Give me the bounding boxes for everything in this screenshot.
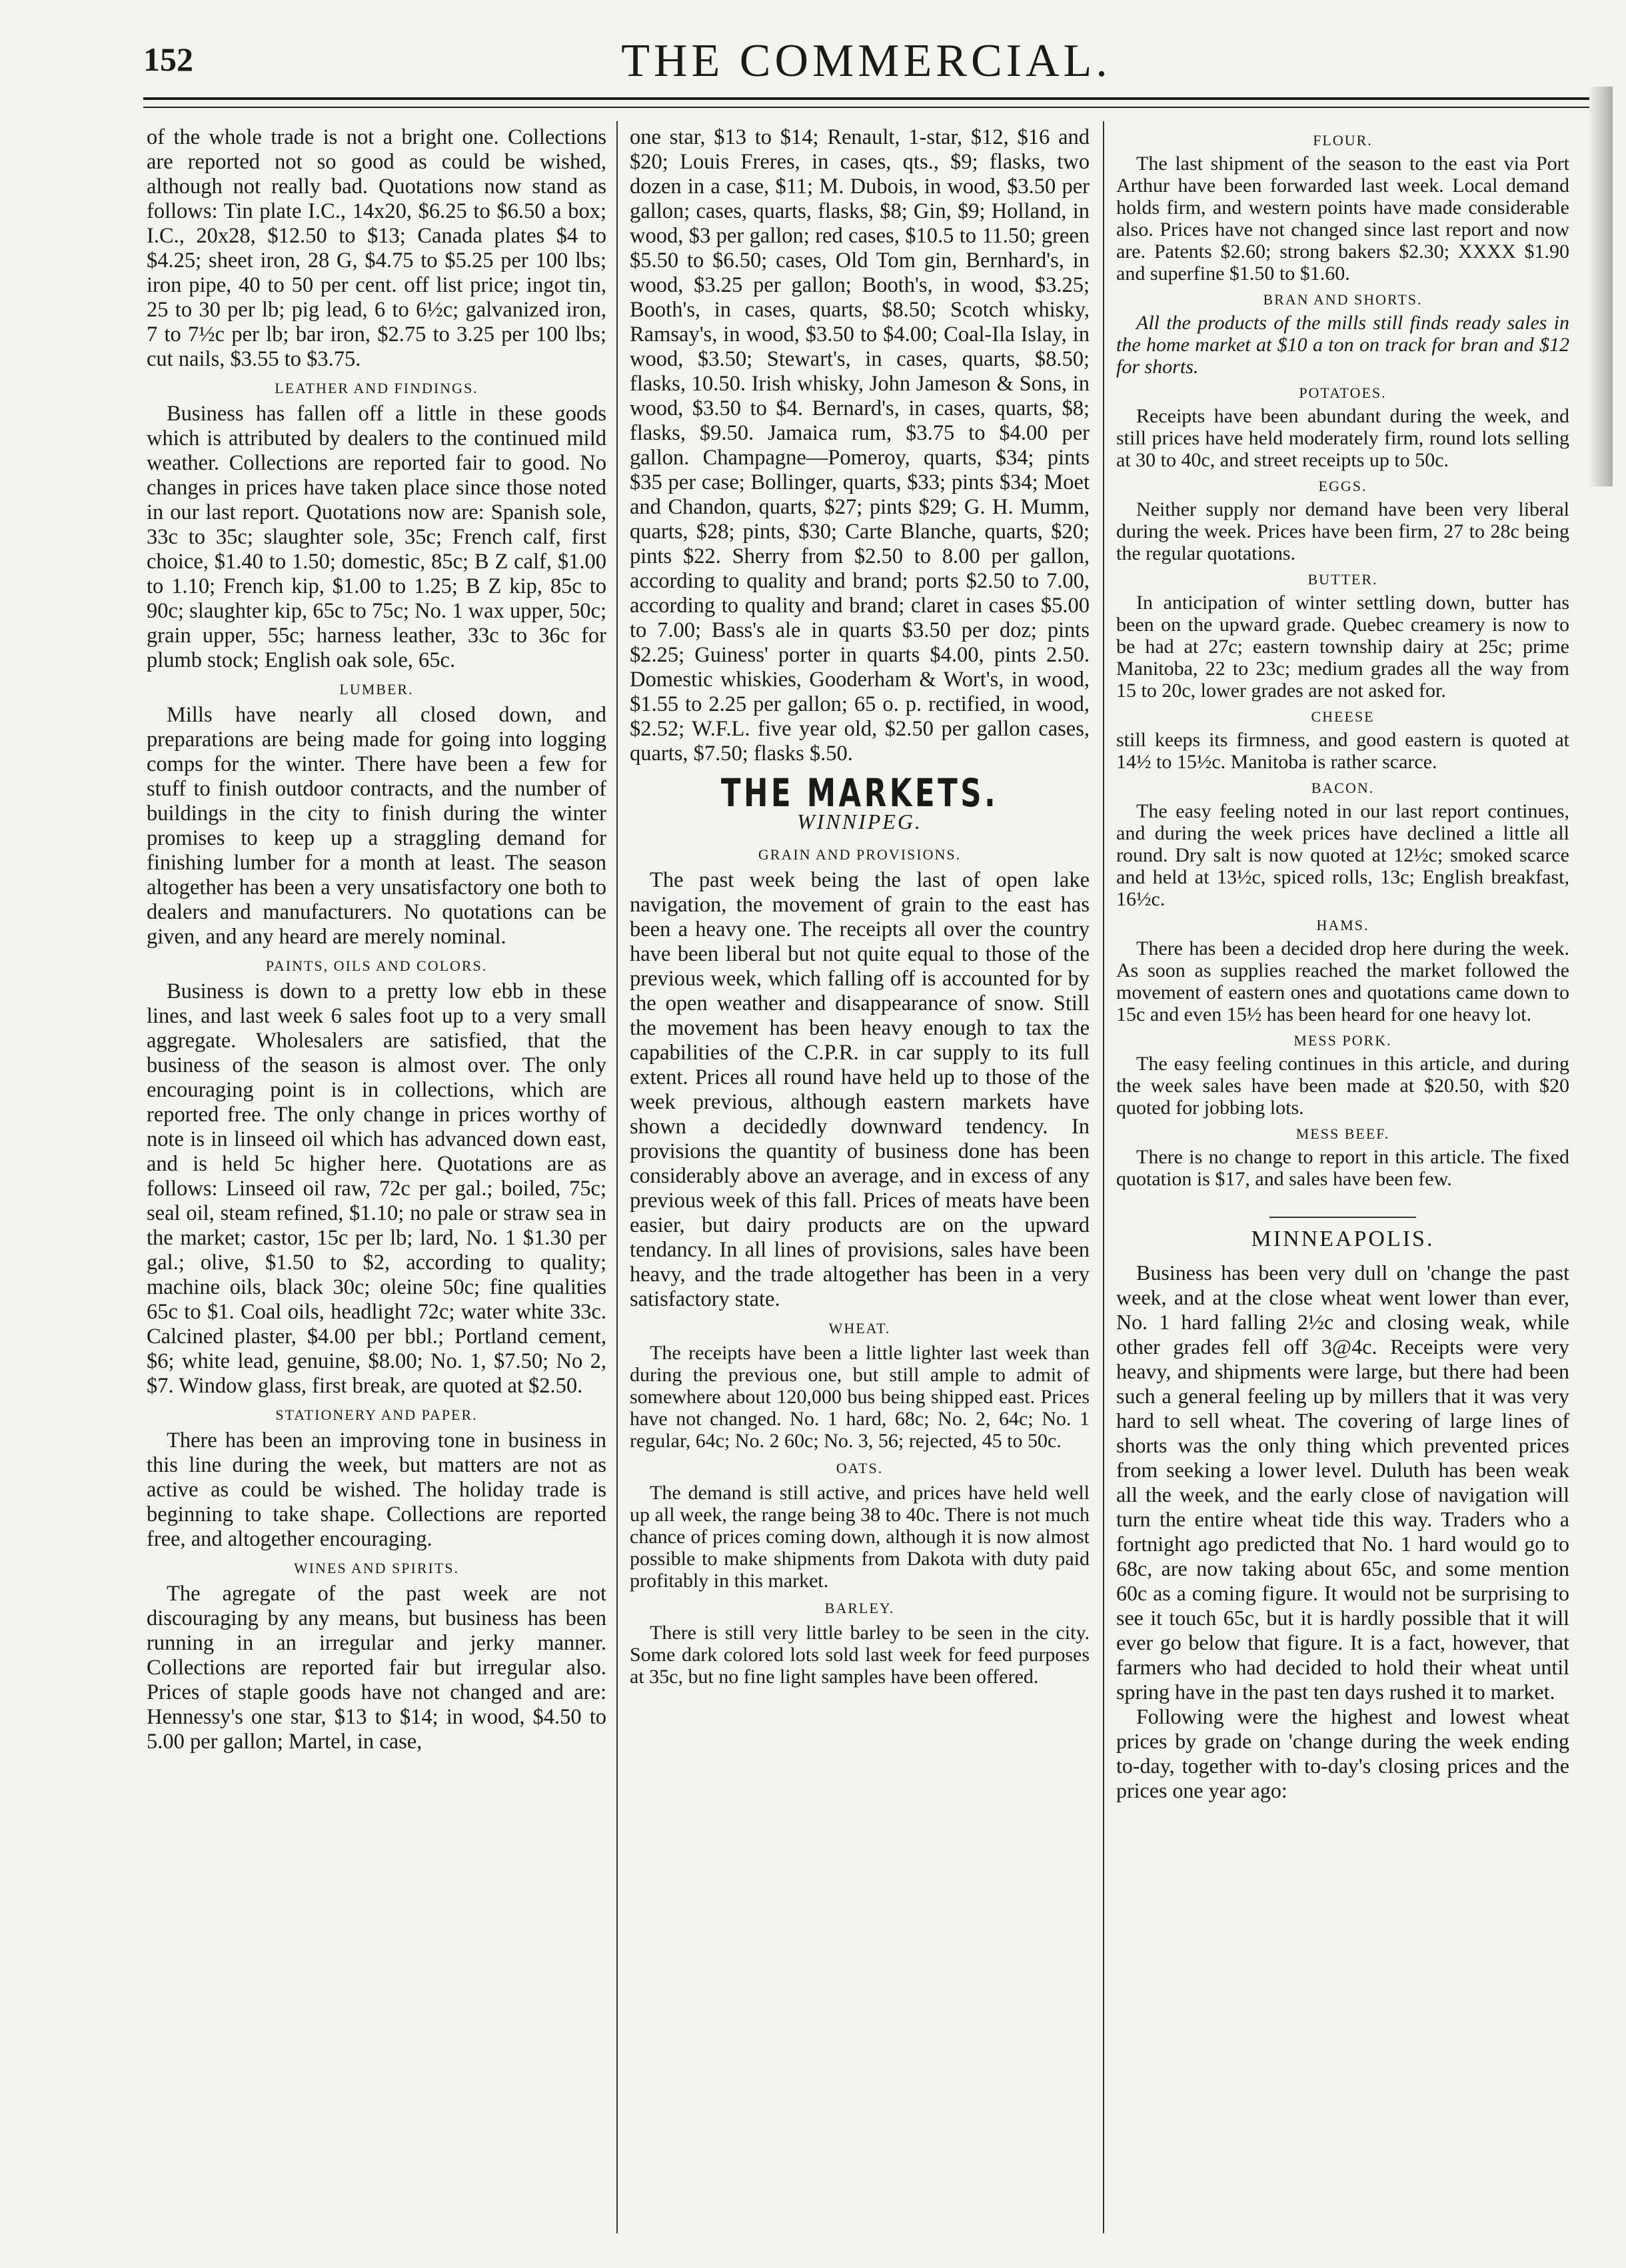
section-heading-stationery: STATIONERY AND PAPER. (275, 1407, 478, 1423)
page-edge-shadow (1589, 87, 1613, 486)
section-heading-bran: BRAN AND SHORTS. (1263, 291, 1423, 308)
stationery-paragraph: There has been an improving tone in business in this line during the week, but matters are not as active as could be wished. The holiday trade is beginning to take shape. Collections are reported free, and altogether encouraging. (147, 1428, 606, 1551)
ornament-divider (1116, 1201, 1569, 1223)
butter-paragraph: In anticipation of winter settling down, butter has been on the upward grade. Quebec creamery is now to be had at 27c; eastern township dairy at 25c; prime Manitoba, 22 to 23c; medium grades all the way from 15 to 20c, lower grades are not asked for. (1116, 592, 1569, 702)
section-heading-grain: GRAIN AND PROVISIONS. (758, 846, 962, 863)
section-heading-bacon: BACON. (1311, 780, 1375, 796)
bacon-paragraph: The easy feeling noted in our last report continues, and during the week prices have declined a little all round. Dry salt is now quoted at 12½c; smoked scarce and held at 13½c, spiced rolls, 13c; English breakfast, 16½c. (1116, 800, 1569, 910)
page-header (143, 35, 1589, 115)
section-heading-pork: MESS PORK. (1293, 1032, 1392, 1049)
section-heading-wheat: WHEAT. (828, 1320, 891, 1337)
section-heading-butter: BUTTER. (1307, 571, 1378, 588)
masthead-title: THE COMMERCIAL. (621, 35, 1112, 87)
minneapolis-heading: MINNEAPOLIS. (1251, 1227, 1435, 1251)
page-number: 152 (143, 41, 193, 78)
section-heading-eggs: EGGS. (1318, 478, 1367, 494)
eggs-paragraph: Neither supply nor demand have been very liberal during the week. Prices have been firm, 27 to 28c being the regular quotations. (1116, 498, 1569, 564)
section-heading-leather: LEATHER AND FINDINGS. (275, 380, 478, 396)
section-heading-oats: OATS. (836, 1460, 884, 1476)
grain-paragraph: The past week being the last of open lake navigation, the movement of grain to the east has been a heavy one. The receipts all over the country have been liberal but not quite equal to those of the previous week, which falling off is accounted for by the open weather and disappearance of snow. Still the movement has been heavy enough to tax the capabilities of the C.P.R. in car supply to its full extent. Prices all round have held up to those of the week previous, although eastern markets have shown a decidedly downward tendency. In provisions the quantity of business done has been considerably above an average, and in excess of any previous week of this fall. Prices of meats have been easier, but dairy products are on the upward tendancy. In all lines of provisions, sales have been heavy, and the trade altogether has been in a very satisfactory state. (630, 868, 1090, 1311)
section-heading-barley: BARLEY. (824, 1600, 895, 1616)
minneapolis-paragraph-2: Following were the highest and lowest wheat prices by grade on 'change during the week ending to-day, together with to-day's closing prices and the prices one year ago: (1116, 1704, 1569, 1802)
bran-paragraph: All the products of the mills still finds ready sales in the home market at $10 a ton on track for bran and $12 for shorts. (1116, 312, 1569, 378)
header-rule-thick (143, 97, 1589, 100)
wheat-paragraph: The receipts have been a little lighter last week than during the previous one, but still ample to admit of somewhere about 120,000 bus being shipped east. Prices have not changed. No. 1 hard, 68c; No. 2, 64c; No. 1 regular, 64c; No. 2 60c; No. 3, 56; rejected, 45 to 50c. (630, 1342, 1090, 1452)
section-heading-potatoes: POTATOES. (1299, 384, 1387, 401)
leather-paragraph: Business has fallen off a little in these goods which is attributed by dealers to the continued mild weather. Collections are reported fair to good. No changes in prices have taken place since those noted in our last report. Quotations now are: Spanish sole, 33c to 35c; slaughter sole, 35c; French calf, first choice, $1.40 to 1.50; domestic, 85c; B Z calf, $1.00 to 1.10; French kip, $1.00 to 1.25; B Z kip, 85c to 90c; slaughter kip, 65c to 75c; No. 1 wax upper, 50c; grain upper, 55c; harness leather, 33c to 36c for plumb stock; English oak sole, 65c. (147, 402, 606, 672)
hardware-paragraph: of the whole trade is not a bright one. Collections are reported not so good as could be wished, although not really bad. Quotations now stand as follows: Tin plate I.C., 14x20, $6.25 to $6.50 a box; I.C., 20x28, $12.50 to $13; Canada plates $4 to $4.25; sheet iron, 28 G, $4.75 to $5.25 per 100 lbs; iron pipe, 40 to 50 per cent. off list price; ingot tin, 25 to 30 per lb; pig lead, 6 to 6½c; galvanized iron, 7 to 7½c per lb; bar iron, $2.75 to 3.25 per 100 lbs; cut nails, $3.55 to $3.75. (147, 125, 606, 371)
potatoes-paragraph: Receipts have been abundant during the week, and still prices have held moderately firm, round lots selling at 30 to 40c, and street receipts up to 50c. (1116, 405, 1569, 471)
column-divider (1103, 121, 1104, 2233)
barley-paragraph: There is still very little barley to be seen in the city. Some dark colored lots sold last week for feed purposes at 35c, but no fine light samples have been offered. (630, 1622, 1090, 1688)
column-1 (147, 125, 606, 2244)
column-2 (630, 125, 1090, 2244)
header-rule-thin (143, 107, 1589, 108)
winnipeg-heading: WINNIPEG. (797, 810, 922, 834)
section-heading-lumber: LUMBER. (339, 681, 414, 698)
section-heading-beef: MESS BEEF. (1295, 1125, 1390, 1142)
section-heading-paints: PAINTS, OILS AND COLORS. (265, 957, 488, 974)
column-divider (616, 121, 618, 2233)
markets-title: THE MARKETS. (720, 770, 999, 816)
section-heading-cheese: CHEESE (1311, 708, 1375, 725)
paints-paragraph: Business is down to a pretty low ebb in these lines, and last week 6 sales foot up to a very small aggregate. Wholesalers are satisfied, that the business of the season is almost over. The only encouraging point is in collections, which are reported free. The only change in prices worthy of note is in linseed oil which has advanced down east, and is held 5c higher here. Quotations are as follows: Linseed oil raw, 72c per gal.; boiled, 75c; seal oil, steam refined, $1.10; no pale or straw sea in the market; castor, 15c per lb; lard, No. 1 $1.30 per gal.; olive, $1.50 to $2, according to quality; machine oils, black 30c; oleine 50c; fine qualities 65c to $1. Coal oils, headlight 72c; water white 33c. Calcined plaster, $4.00 per bbl.; Portland cement, $6; white lead, genuine, $8.00; No. 1, $7.50; No 2, $7. Window glass, first break, are quoted at $2.50. (147, 979, 606, 1398)
pork-paragraph: The easy feeling continues in this article, and during the week sales have been made at $20.50, with $20 quoted for jobbing lots. (1116, 1053, 1569, 1119)
hams-paragraph: There has been a decided drop here during the week. As soon as supplies reached the market followed the movement of eastern ones and quotations came down to 15c and even 15½ has been heard for one heavy lot. (1116, 937, 1569, 1025)
wines-continued-paragraph: one star, $13 to $14; Renault, 1-star, $12, $16 and $20; Louis Freres, in cases, qts., $9; flasks, two dozen in a case, $11; M. Dubois, in wood, $3.50 per gallon; cases, quarts, flasks, $8; Gin, $9; Holland, in wood, $3 per gallon; red cases, $10.5 to 11.50; green $5.50 to $6.50; cases, Old Tom gin, Bernhard's, in wood, $3.25 per gallon; Booth's, in wood, $3.25; Booth's, in cases, quarts, $8.50; Scotch whisky, Ramsay's, in wood, $3.50 to $4.00; Coal-Ila Islay, in wood, $3.50; Stewart's, in cases, quarts, $8.50; flasks, 10.50. Irish whisky, John Jameson & Sons, in wood, $3.50 to $4. Bernard's, in cases, quarts, $8; flasks, $9.50. Jamaica rum, $3.75 to $4.00 per gallon. Champagne—Pomeroy, quarts, $34; pints $35 per case; Bollinger, quarts, $33; pints $34; Moet and Chandon, quarts, $27; pints $29; G. H. Mumm, quarts, $28; pints, $30; Carte Blanche, quarts, $20; pints $22. Sherry from $2.50 to 8.00 per gallon, according to quality and brand; ports $2.50 to 7.00, according to quality and brand; claret in cases $5.00 to 7.00; Bass's ale in quarts $3.50 per doz; pints $2.25; Guiness' porter in quarts $4.00, pints 2.50. Domestic whiskies, Gooderham & Wort's, in wood, $1.55 to 2.25 per gallon; 65 o. p. rectified, in wood, $2.52; W.F.L. five year old, $2.50 per gallon cases, quarts, $7.50; flasks $.50. (630, 125, 1090, 766)
flour-paragraph: The last shipment of the season to the east via Port Arthur have been forwarded last week. Local demand holds firm, and western points have made considerable also. Prices have not changed since last report and now are. Patents $2.60; strong bakers $2.30; XXXX $1.90 and superfine $1.50 to $1.60. (1116, 153, 1569, 284)
lumber-paragraph: Mills have nearly all closed down, and preparations are being made for going into logging comps for the winter. There have been a few for stuff to finish outdoor contracts, and the number of buildings in the city to finish during the winter promises to keep up a straggling demand for finishing lumber for a month at least. The season altogether has been a very unsatisfactory one both to dealers and manufacturers. No quotations can be given, and any heard are merely nominal. (147, 703, 606, 949)
beef-paragraph: There is no change to report in this article. The fixed quotation is $17, and sales have been few. (1116, 1146, 1569, 1190)
section-heading-hams: HAMS. (1316, 917, 1369, 933)
wines-paragraph: The agregate of the past week are not discouraging by any means, but business has been running in an irregular and jerky manner. Collections are reported fair but irregular also. Prices of staple goods have not changed and are: Hennessy's one star, $13 to $14; in wood, $4.50 to 5.00 per gallon; Martel, in case, (147, 1582, 606, 1754)
minneapolis-paragraph-1: Business has been very dull on 'change the past week, and at the close wheat went lower than ever, No. 1 hard falling 2½c and closing weak, while other grades fell off 3@4c. Receipts were very heavy, and shipments were large, but there had been such a general feeling up by millers that it was very hard to sell wheat. The covering of large lines of shorts was the only thing which prevented prices from seeking a lower level. Duluth has been weak all the week, and the early close of navigation will turn the entire wheat tide this way. Traders who a fortnight ago predicted that No. 1 hard would go to 68c, are now taking about 65c, and some mention 60c as a coming figure. It would not be surprising to see it touch 65c, but it is hardly possible that it will ever go below that figure. It is a fact, however, that farmers who had decided to hold their wheat until spring have in the past ten days rushed it to market. (1116, 1261, 1569, 1704)
section-heading-wines: WINES AND SPIRITS. (293, 1560, 460, 1576)
cheese-paragraph: still keeps its firmness, and good eastern is quoted at 14½ to 15½c. Manitoba is rather scarce. (1116, 729, 1569, 773)
oats-paragraph: The demand is still active, and prices have held well up all week, the range being 38 to 40c. There is not much chance of prices coming down, although it is now almost possible to make shipments from Dakota with duty paid profitably in this market. (630, 1482, 1090, 1592)
column-3 (1116, 125, 1569, 2244)
section-heading-flour: FLOUR. (1313, 132, 1373, 149)
